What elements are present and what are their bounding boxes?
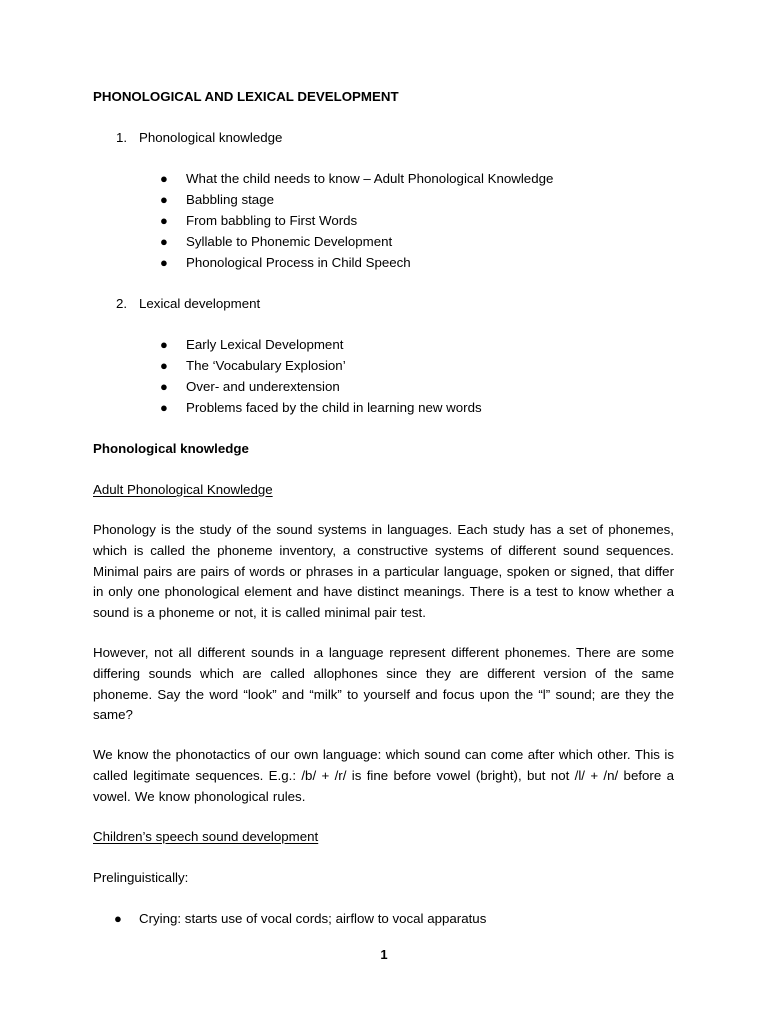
prelinguistic-label: Prelinguistically: [93,870,189,885]
list-item: Problems faced by the child in learning new words [186,400,482,415]
paragraph-phonotactics: We know the phonotactics of our own language: which sound can come after which other. This is called legitimate sequences. E.g.: /b/ + /r/ is fine before vowel (bright), but not /l/ + /n/ before a vowel. We know phonological rules. [93,747,674,804]
bullet-icon: ● [160,255,168,270]
list-item: Early Lexical Development [186,337,344,352]
bullet-icon: ● [114,911,122,926]
outline-heading-lexical: Lexical development [139,296,261,311]
paragraph-phonology: Phonology is the study of the sound systems in languages. Each study has a set of phonemes, which is called the phoneme inventory, a constructive systems of different sound sequences. Minimal pairs are pairs of words or phrases in a particular language, spoken or signed, that differ in only one phonological element and have distinct meanings. There is a test to know whether a sound is a phoneme or not, it is called minimal pair test. [93,522,674,621]
bullet-icon: ● [160,213,168,228]
page-number: 1 [380,947,388,962]
outline-number-1: 1. [116,130,128,145]
list-item: The ‘Vocabulary Explosion’ [186,358,346,373]
bullet-icon: ● [160,337,168,352]
outline-number-2: 2. [116,296,128,311]
list-item: Babbling stage [186,192,274,207]
list-item: Syllable to Phonemic Development [186,234,393,249]
bullet-icon: ● [160,358,168,373]
list-item: Over- and underextension [186,379,340,394]
paragraph-allophones: However, not all different sounds in a language represent different phonemes. There are some differing sounds which are called allophones since they are different version of the same phoneme. Say the word “look” and “milk” to yourself and focus upon the “l” sound; are they the same? [93,645,674,723]
bullet-icon: ● [160,400,168,415]
section-heading: Phonological knowledge [93,441,249,456]
subheading-childrens-speech: Children’s speech sound development [93,829,319,844]
bullet-icon: ● [160,171,168,186]
bullet-icon: ● [160,379,168,394]
subheading-adult-phonological-knowledge: Adult Phonological Knowledge [93,482,273,497]
bullet-icon: ● [160,192,168,207]
list-item: What the child needs to know – Adult Phonological Knowledge [186,171,554,186]
list-item: Phonological Process in Child Speech [186,255,411,270]
bullet-icon: ● [160,234,168,249]
list-item: From babbling to First Words [186,213,358,228]
list-item: Crying: starts use of vocal cords; airflow to vocal apparatus [139,911,487,926]
outline-heading-phonological: Phonological knowledge [139,130,283,145]
document-title: PHONOLOGICAL AND LEXICAL DEVELOPMENT [93,89,399,104]
